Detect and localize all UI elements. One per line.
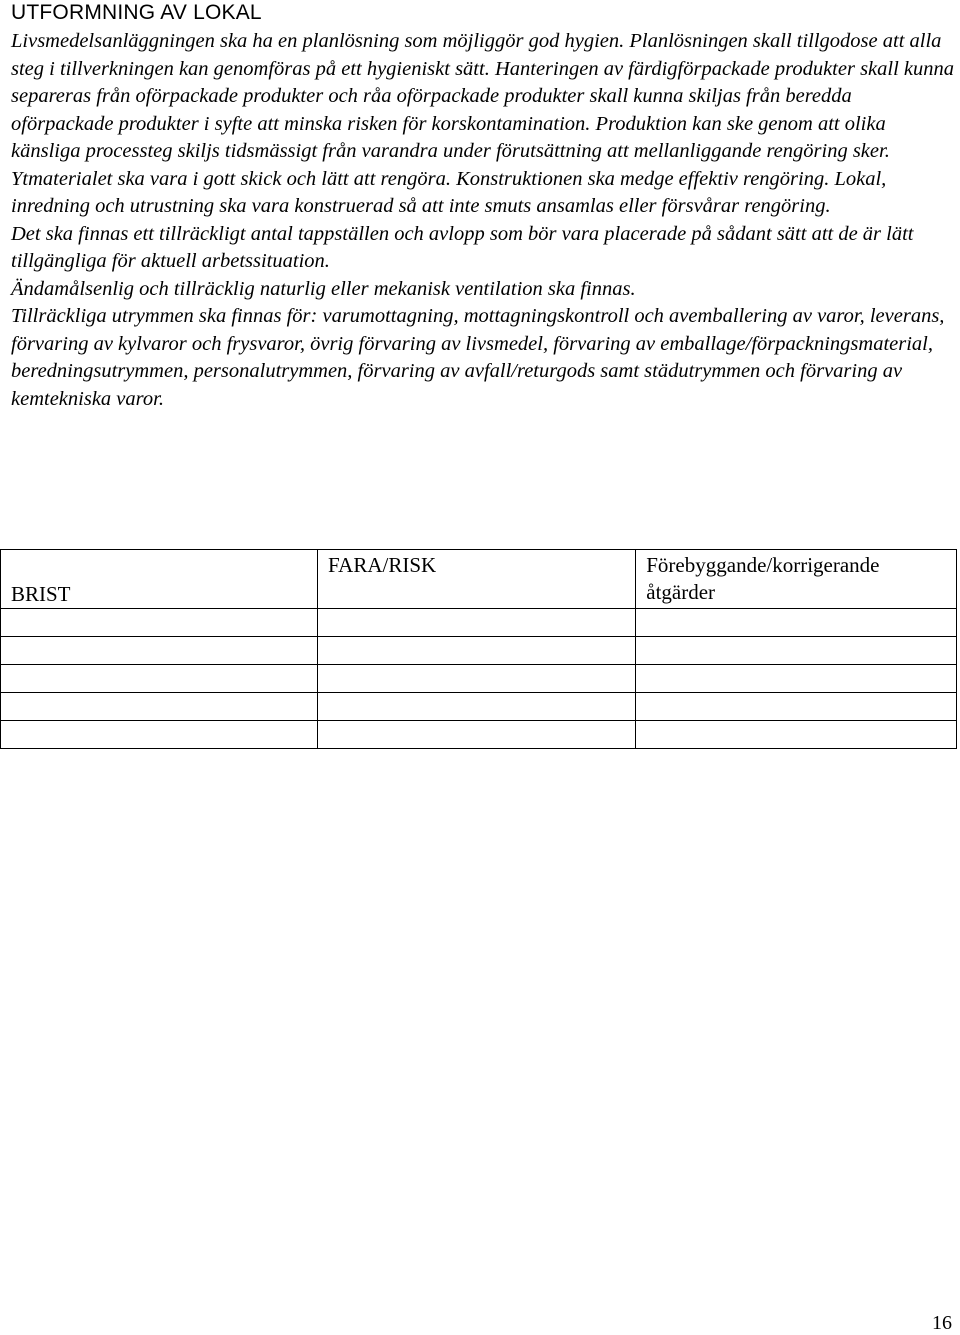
table-cell[interactable] [1, 609, 318, 637]
table-row [1, 637, 957, 665]
paragraph-taps-drains: Det ska finnas ett tillräckligt antal tappställen och avlopp som bör vara placerade på sådant sätt att de är lätt tillgängliga för aktuell arbetssituation. [11, 222, 914, 272]
header-fara-risk: FARA/RISK [318, 550, 636, 609]
brist-table [0, 549, 957, 749]
table-cell[interactable] [318, 665, 636, 693]
table-row [1, 609, 957, 637]
table-row [1, 721, 957, 749]
table-row [1, 665, 957, 693]
table-cell[interactable] [636, 637, 957, 665]
table-cell[interactable] [1, 693, 318, 721]
table-cell[interactable] [1, 721, 318, 749]
paragraph-hygiene-layout: Livsmedelsanläggningen ska ha en planlösning som möjliggör god hygien. Planlösningen skall tillgodose att alla steg i tillverkningen kan genomföras på ett hygieniskt sätt. Hanteringen av färdigförpackade produkter skall kunna separeras från oförpackade produkter och råa oförpackade produkter skall kunna skiljas från beredda oförpackade produkter i syfte att minska risken för korskontamination. Produktion kan ske genom att olika känsliga processteg skiljs tidsmässigt från varandra under förutsättning att mellanliggande rengöring sker. [11, 30, 955, 162]
table-cell[interactable] [1, 637, 318, 665]
page-number: 16 [932, 1312, 952, 1334]
table-header-row [1, 550, 957, 609]
table-cell[interactable] [636, 609, 957, 637]
table-cell[interactable] [318, 609, 636, 637]
table-cell[interactable] [636, 693, 957, 721]
header-atgarder: Förebyggande/korrigerande åtgärder [636, 550, 957, 609]
table-cell[interactable] [318, 693, 636, 721]
table-cell[interactable] [636, 721, 957, 749]
header-brist: BRIST [1, 550, 318, 609]
table-row [1, 693, 957, 721]
table-cell[interactable] [1, 665, 318, 693]
paragraph-ventilation: Ändamålsenlig och tillräcklig naturlig eller mekanisk ventilation ska finnas. [11, 277, 636, 300]
table-cell[interactable] [318, 637, 636, 665]
table-cell[interactable] [636, 665, 957, 693]
paragraph-surface-material: Ytmaterialet ska vara i gott skick och lätt att rengöra. Konstruktionen ska medge effektiv rengöring. Lokal, inredning och utrustning ska vara konstruerad så att inte smuts ansamlas eller försvårar rengöring. [11, 167, 887, 217]
paragraph-spaces: Tillräckliga utrymmen ska finnas för: varumottagning, mottagningskontroll och avemballering av varor, leverans, förvaring av kylvaror och frysvaror, övrig förvaring av livsmedel, förvaring av emballage/förpackningsmaterial, beredningsutrymmen, personalutrymmen, förvaring av avfall/returgods samt städutrymmen och förvaring av kemtekniska varor. [11, 305, 945, 410]
section-heading: UTFORMNING AV LOKAL [11, 1, 262, 24]
body-text [11, 28, 956, 413]
table-cell[interactable] [318, 721, 636, 749]
